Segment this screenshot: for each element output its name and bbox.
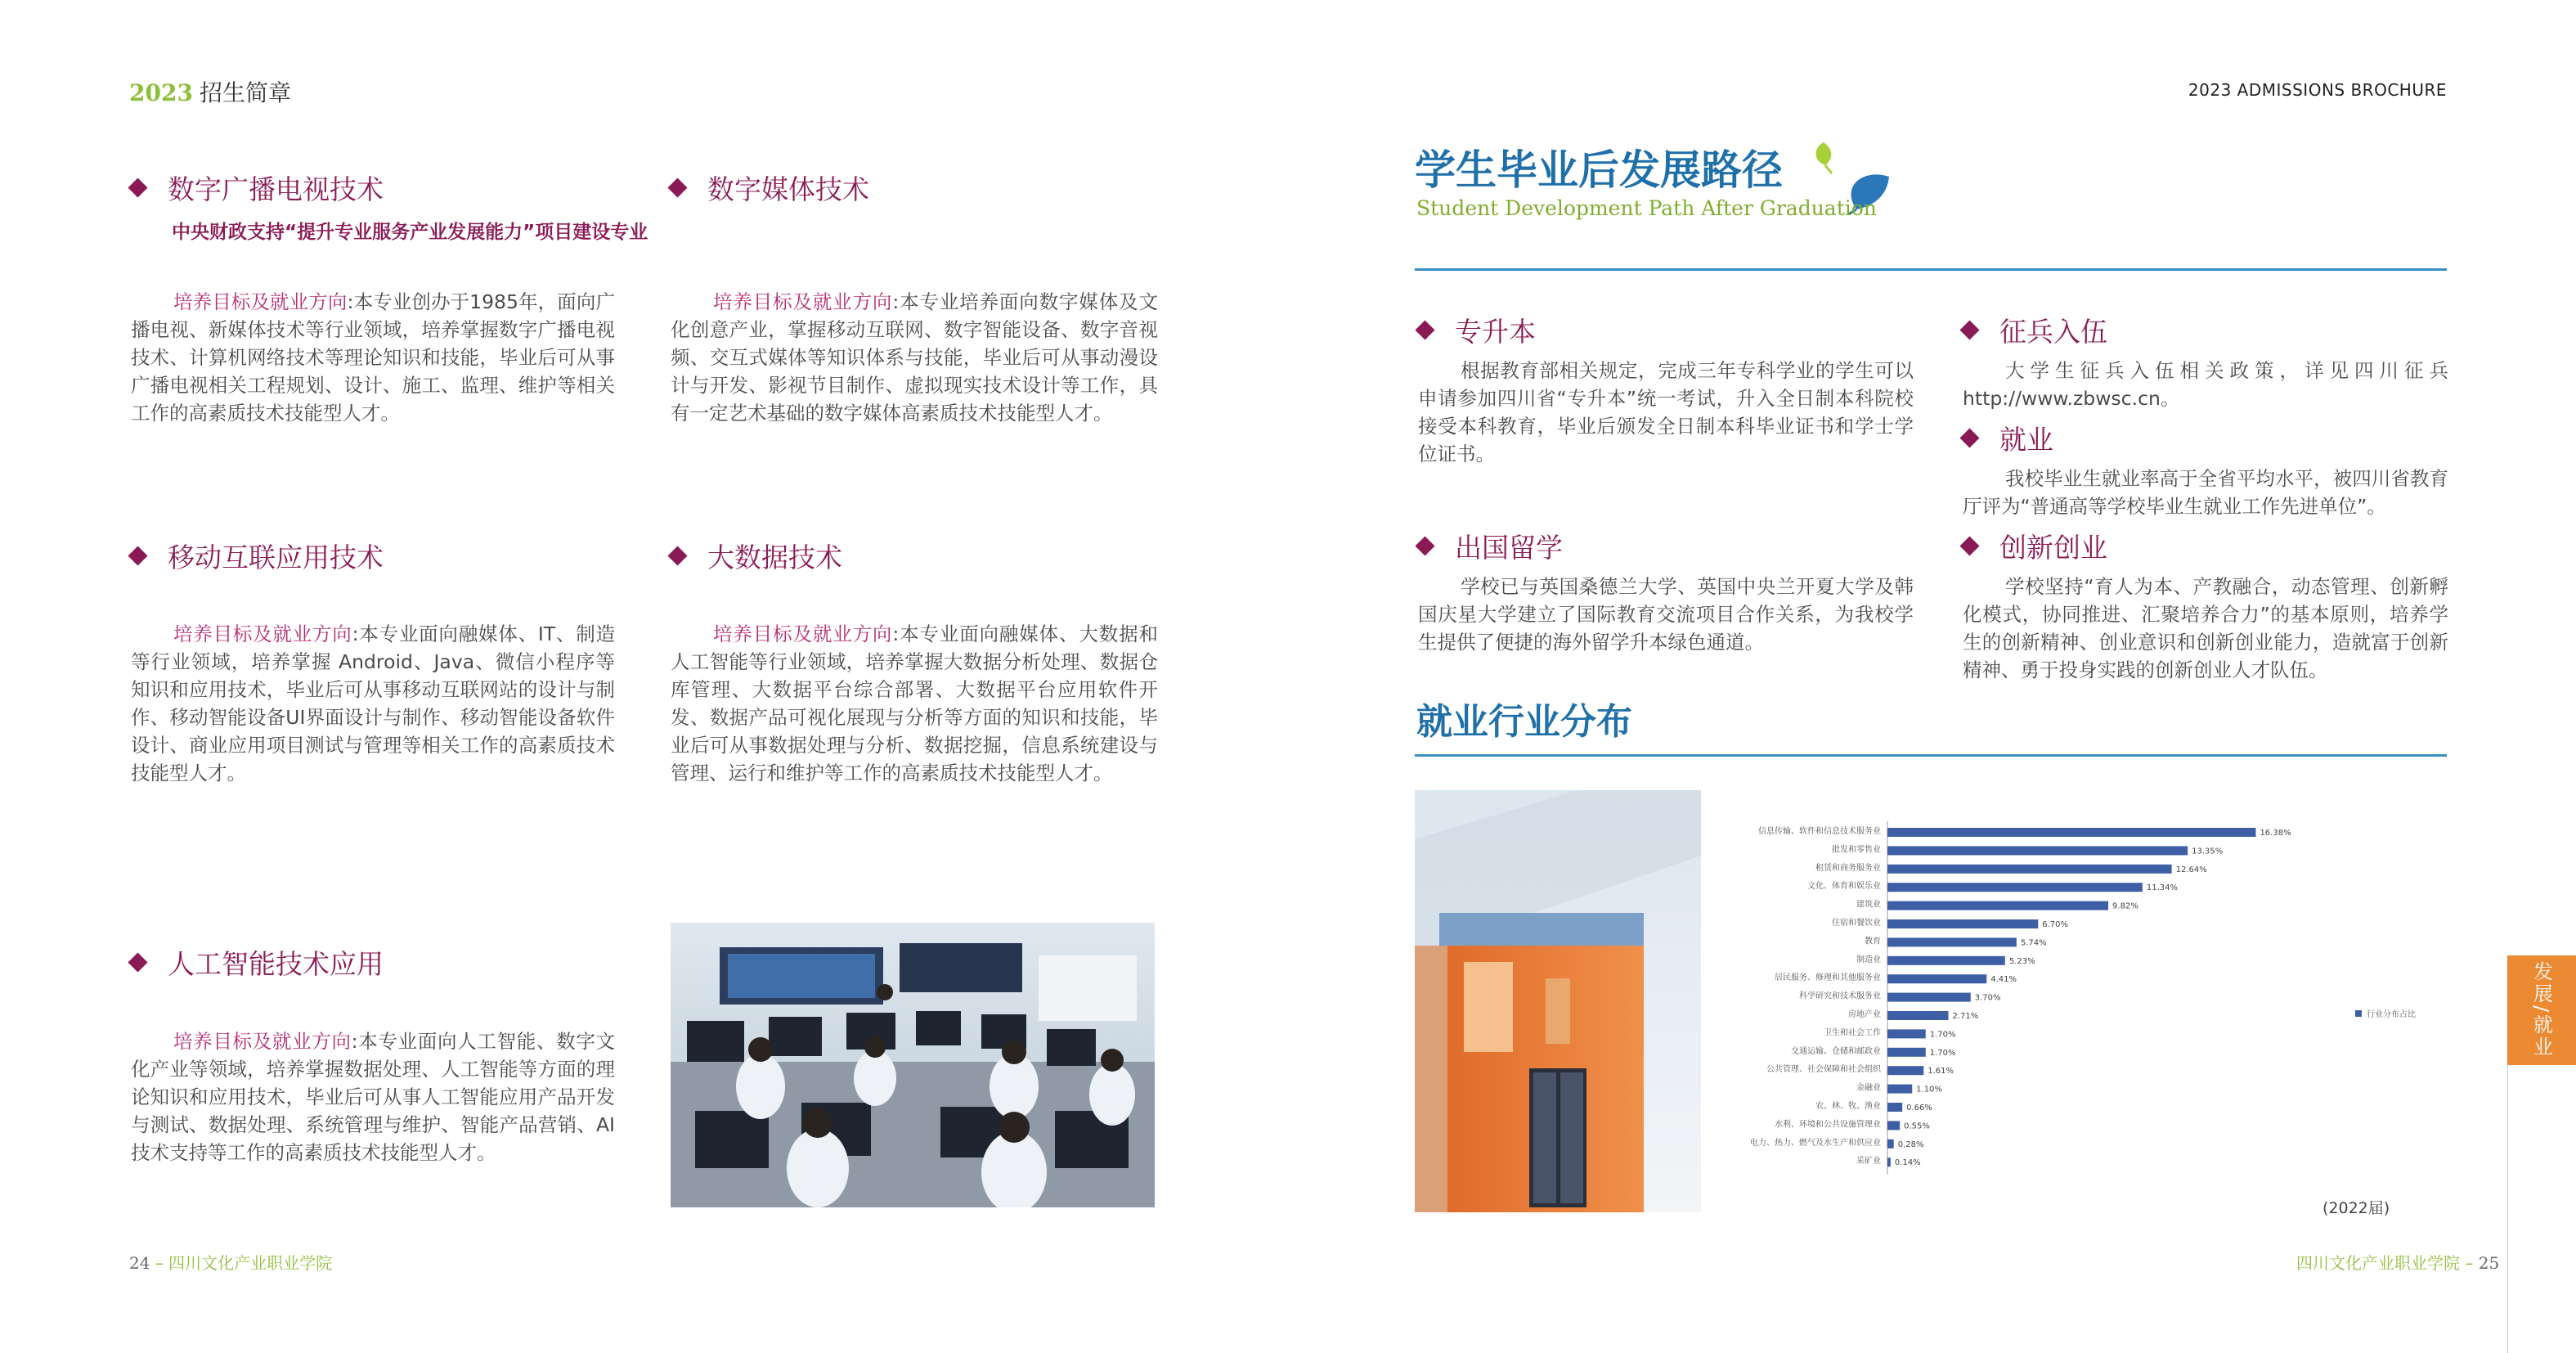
chart-category-label: 交通运输、仓储和邮政业	[1791, 1046, 1881, 1056]
chart-category-label: 建筑业	[1856, 900, 1881, 910]
major-lead: 培养目标及就业方向	[713, 623, 893, 645]
diamond-bullet-icon	[128, 952, 147, 972]
path-description: 大学生征兵入伍相关政策，详见四川征兵 http://www.zbwsc.cn。	[1963, 359, 2448, 410]
chart-category-label: 采矿业	[1856, 1157, 1881, 1166]
chart-category-label: 农、林、牧、渔业	[1815, 1102, 1881, 1111]
campus-building-photo	[1415, 790, 1701, 1212]
diamond-bullet-icon	[128, 178, 147, 197]
chart-bar	[1887, 883, 2143, 892]
section-side-tab[interactable]: 发展/就业	[2507, 955, 2576, 1065]
footer-separator-icon: –	[2460, 1253, 2479, 1273]
diamond-bullet-icon	[1959, 536, 1979, 555]
major-description	[671, 288, 1158, 427]
title-underline	[1415, 268, 2447, 271]
major-body: :本专业面向融媒体、IT、制造等行业领域，培养掌握 Android、Java、微信小程序等知识和应用技术，毕业后可从事移动互联网站的设计与制作、移动智能设备UI界面设计与制作、移动智能设备软件设计、商业应用项目测试与管理等相关工作的高素质技术技能型人才。	[131, 623, 616, 784]
chart-bar	[1887, 919, 2038, 928]
chart-bar	[1887, 1029, 1926, 1038]
major-title-text: 数字媒体技术	[707, 173, 869, 205]
chart-bar	[1887, 1139, 1894, 1148]
major-description	[131, 1027, 615, 1166]
chart-bar	[1887, 956, 2005, 965]
footer-school-left: 四川文化产业职业学院	[168, 1253, 333, 1273]
path-item-title: 专升本	[1455, 316, 1536, 348]
industry-underline	[1415, 754, 2447, 757]
chart-bar	[1887, 865, 2172, 874]
header-right-title: 2023 ADMISSIONS BROCHURE	[2188, 80, 2447, 100]
industry-bar-chart	[1701, 802, 2447, 1202]
header-year: 2023	[129, 79, 193, 106]
chart-legend-swatch	[2355, 1010, 2362, 1017]
chart-category-label: 金融业	[1856, 1083, 1881, 1093]
chart-data-label: 11.34%	[2146, 883, 2178, 893]
chart-category-label: 电力、热力、燃气及水生产和供应业	[1750, 1138, 1881, 1148]
chart-data-label: 1.70%	[1929, 1048, 1956, 1058]
chart-bar	[1887, 828, 2255, 837]
chart-bar	[1887, 937, 2017, 946]
footer-school-right: 四川文化产业职业学院	[2296, 1253, 2460, 1273]
chart-bar	[1887, 1157, 1891, 1166]
path-description: 根据教育部相关规定，完成三年专科学业的学生可以申请参加四川省“专升本”统一考试，升入全日制本科院校接受本科教育，毕业后颁发全日制本科毕业证书和学士学位证书。	[1418, 359, 1914, 465]
chart-bar	[1887, 1121, 1900, 1130]
chart-bar	[1887, 901, 2108, 910]
chart-category-label: 制造业	[1856, 955, 1881, 964]
major-description	[131, 620, 615, 787]
chart-data-label: 16.38%	[2260, 829, 2291, 838]
chart-category-label: 租赁和商务服务业	[1815, 863, 1881, 873]
major-lead: 培养目标及就业方向	[173, 623, 352, 645]
major-title-digital-media	[671, 169, 869, 207]
chart-bar	[1887, 1048, 1926, 1057]
chart-data-label: 0.55%	[1904, 1122, 1930, 1131]
chart-bar	[1887, 1085, 1912, 1094]
major-title-ai	[131, 943, 384, 982]
path-description: 我校毕业生就业率高于全省平均水平，被四川省教育厅评为“普通高等学校毕业生就业工作先进单位”。	[1963, 467, 2448, 518]
major-body: :本专业创办于1985年，面向广播电视、新媒体技术等行业领域，培养掌握数字广播电视技术、计算机网络技术等理论知识和技能，毕业后可从事广播电视相关工程规划、设计、施工、监理、维护等相关工作的高素质技术技能型人才。	[131, 290, 616, 425]
industry-chart-svg	[1701, 802, 2447, 1202]
chart-category-label: 房地产业	[1848, 1010, 1881, 1019]
chart-data-label: 2.71%	[1952, 1012, 1979, 1021]
major-body: :本专业面向人工智能、数字文化产业等领域，培养掌握数据处理、人工智能等方面的理论知识和应用技术，毕业后可从事人工智能应用产品开发与测试、数据处理、系统管理与维护、智能产品营销、AI技术支持等工作的高素质技术技能型人才。	[131, 1030, 615, 1164]
chart-data-label: 1.10%	[1916, 1085, 1943, 1095]
chart-bar	[1887, 846, 2188, 855]
path-item-title: 创新创业	[1999, 532, 2107, 564]
brochure-header-left	[129, 75, 291, 108]
chart-category-label: 住宿和餐饮业	[1832, 919, 1881, 928]
major-body: :本专业面向融媒体、大数据和人工智能等行业领域，培养掌握大数据分析处理、数据仓库管理、大数据平台综合部署、大数据平台应用软件开发、数据产品可视化展现与分析等方面的知识和技能，毕业后可从事数据处理与分析、数据挖掘，信息系统建设与管理、运行和维护等工作的高素质技术技能型人才。	[671, 623, 1159, 784]
chart-data-label: 0.14%	[1894, 1158, 1921, 1168]
major-title-text: 数字广播电视技术	[168, 173, 384, 205]
chart-category-label: 卫生和社会工作	[1824, 1028, 1881, 1038]
diamond-bullet-icon	[1959, 320, 1979, 339]
major-description	[671, 620, 1158, 787]
chart-data-label: 9.82%	[2112, 901, 2138, 911]
diamond-bullet-icon	[1415, 320, 1434, 339]
major-title-digital-broadcast	[131, 169, 384, 207]
footer-left	[129, 1250, 332, 1274]
major-subtitle: 中央财政支持“提升专业服务产业发展能力”项目建设专业	[172, 222, 648, 243]
chart-category-label: 批发和零售业	[1832, 845, 1881, 855]
chart-bar	[1887, 1066, 1923, 1075]
major-title-mobile-internet	[131, 537, 384, 575]
chart-bar	[1887, 993, 1971, 1002]
path-item-title: 就业	[1999, 424, 2053, 456]
path-item-title: 出国留学	[1455, 532, 1563, 564]
chart-data-label: 0.66%	[1906, 1104, 1932, 1113]
path-title-study-abroad	[1418, 527, 1563, 565]
path-title: 学生毕业后发展路径	[1415, 146, 1783, 194]
path-title-employment	[1963, 419, 2053, 457]
diamond-bullet-icon	[1959, 428, 1979, 447]
path-title-enlist	[1963, 311, 2107, 349]
major-body: :本专业培养面向数字媒体及文化创意产业，掌握移动互联网、数字智能设备、数字音视频、交互式媒体等知识体系与技能，毕业后可从事动漫设计与开发、影视节目制作、虚拟现实技术设计等工作，具有一定艺术基础的数字媒体高素质技术技能型人才。	[671, 290, 1159, 425]
major-title-big-data	[671, 537, 842, 575]
major-title-text: 移动互联应用技术	[168, 542, 384, 573]
path-title-innovation	[1963, 527, 2107, 565]
chart-category-label: 文化、体育和娱乐业	[1807, 882, 1881, 892]
chart-legend-label: 行业分布占比	[2367, 1010, 2416, 1019]
chart-data-label: 13.35%	[2192, 847, 2224, 856]
footer-separator-icon: –	[155, 1253, 169, 1273]
chart-data-label: 6.70%	[2042, 920, 2069, 929]
major-lead: 培养目标及就业方向	[713, 290, 893, 313]
chart-data-label: 1.61%	[1928, 1067, 1954, 1077]
chart-category-label: 居民服务、修理和其他服务业	[1775, 973, 1881, 983]
side-divider	[2507, 1065, 2508, 1353]
chart-category-label: 信息传输、软件和信息技术服务业	[1758, 827, 1881, 836]
major-description	[131, 288, 615, 427]
chart-bar	[1887, 974, 1986, 983]
page-number-left: 24	[129, 1253, 150, 1273]
path-description: 学校已与英国桑德兰大学、英国中央兰开夏大学及韩国庆星大学建立了国际教育交流项目合作关系，为我校学生提供了便捷的海外留学升本绿色通道。	[1418, 575, 1914, 654]
path-title-upgrade	[1418, 311, 1536, 349]
chart-data-label: 0.28%	[1897, 1139, 1924, 1149]
diamond-bullet-icon	[128, 546, 147, 565]
classroom-photo	[671, 923, 1155, 1207]
chart-data-label: 12.64%	[2175, 865, 2207, 874]
chart-bar	[1887, 1103, 1902, 1112]
chart-category-label: 教育	[1865, 937, 1881, 946]
major-lead: 培养目标及就业方向	[173, 290, 348, 313]
chart-data-label: 5.74%	[2020, 938, 2047, 948]
header-left-title: 招生简章	[199, 79, 291, 106]
chart-caption: (2022届)	[2322, 1199, 2390, 1217]
chart-data-label: 5.23%	[2008, 956, 2035, 966]
path-item-title: 征兵入伍	[1999, 316, 2107, 348]
major-lead: 培养目标及就业方向	[173, 1030, 352, 1053]
path-title-english: Student Development Path After Graduation	[1416, 196, 1877, 220]
chart-data-label: 3.70%	[1974, 993, 2001, 1003]
industry-title: 就业行业分布	[1416, 701, 1632, 743]
chart-category-label: 公共管理、社会保障和社会组织	[1766, 1065, 1881, 1075]
footer-right	[2296, 1250, 2499, 1274]
path-description: 学校坚持“育人为本、产教融合，动态管理、创新孵化模式，协同推进、汇聚培养合力”的基本原则，培养学生的创新精神、创业意识和创新创业能力，造就富于创新精神、勇于投身实践的创新创业人才队伍。	[1963, 575, 2448, 681]
diamond-bullet-icon	[1415, 536, 1434, 555]
chart-category-label: 科学研究和技术服务业	[1799, 991, 1881, 1001]
chart-data-label: 1.70%	[1929, 1030, 1956, 1040]
chart-data-label: 4.41%	[1990, 975, 2017, 985]
chart-bar	[1887, 1011, 1949, 1020]
diamond-bullet-icon	[667, 546, 687, 565]
page-number-right: 25	[2478, 1253, 2500, 1273]
diamond-bullet-icon	[667, 178, 687, 197]
chart-category-label: 水利、环境和公共设施管理业	[1775, 1120, 1881, 1130]
major-title-text: 大数据技术	[707, 542, 842, 573]
major-title-text: 人工智能技术应用	[168, 948, 384, 980]
